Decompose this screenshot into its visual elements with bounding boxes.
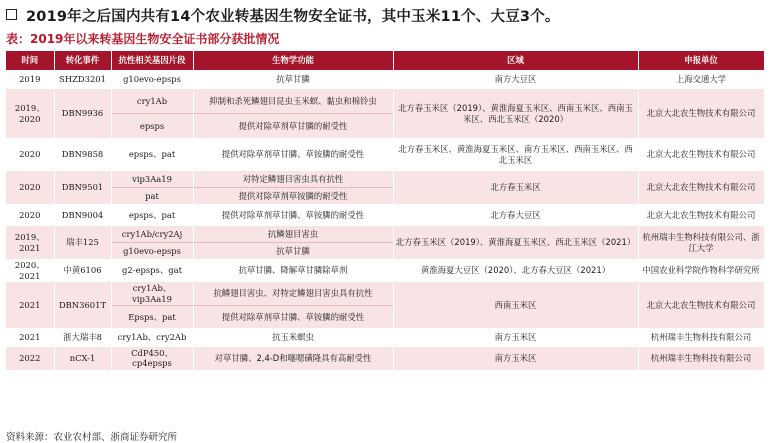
time-cell: 2021 (6, 282, 54, 328)
event-cell: DBN9936 (54, 89, 111, 138)
column-header: 抗性相关基因片段 (111, 51, 193, 70)
gene-cell: epsps (111, 114, 193, 139)
function-cell: 抗鳞翅目害虫、对特定鳞翅目害虫具有抗性 (193, 282, 393, 306)
gene-cell: cry1Ab/cry2Aj (111, 226, 193, 243)
region-cell: 北方春玉米区、黄淮海夏玉米区、南方玉米区、西南玉米区、西北玉米区 (393, 138, 638, 171)
time-cell: 2020 (6, 171, 54, 204)
event-cell: 浙大瑞丰8 (54, 328, 111, 347)
applicant-cell: 北京大北农生物技术有限公司 (638, 138, 764, 171)
applicant-cell: 中国农业科学院作物科学研究所 (638, 259, 764, 282)
certificate-table (6, 51, 765, 370)
function-cell: 对草甘膦、2,4-D和噻嗯磺隆具有高耐受性 (193, 347, 393, 370)
region-cell: 黄淮海夏大豆区（2020）、北方春大豆区（2021） (393, 259, 638, 282)
applicant-cell: 北京大北农生物技术有限公司 (638, 204, 764, 226)
applicant-cell: 北京大北农生物技术有限公司 (638, 171, 764, 204)
event-cell: 中黄6106 (54, 259, 111, 282)
region-cell: 南方大豆区 (393, 70, 638, 89)
time-cell: 2022 (6, 347, 54, 370)
region-cell: 西南玉米区 (393, 282, 638, 328)
gene-cell: g10evo-epsps (111, 70, 193, 89)
headline (6, 5, 560, 26)
event-cell: DBN9501 (54, 171, 111, 204)
table-row (6, 204, 764, 226)
function-cell: 抗玉米螟虫 (193, 328, 393, 347)
column-header: 转化事件 (54, 51, 111, 70)
event-cell: DBN9004 (54, 204, 111, 226)
gene-cell: g10evo-epsps (111, 243, 193, 260)
gene-cell: epsps、pat (111, 204, 193, 226)
headline-text: 2019年之后国内共有14个农业转基因生物安全证书，其中玉米11个、大豆3个。 (26, 9, 560, 25)
region-cell: 南方玉米区 (393, 347, 638, 370)
table-row (6, 70, 764, 89)
applicant-cell: 上海交通大学 (638, 70, 764, 89)
table-row (6, 328, 764, 347)
checkbox-square-icon (6, 9, 17, 20)
function-cell: 提供对除草剂草甘膦、草铵膦的耐受性 (193, 138, 393, 171)
table-row (6, 259, 764, 282)
function-cell: 抑制和杀死鳞翅目昆虫玉米螟、黏虫和棉铃虫 (193, 89, 393, 114)
function-cell: 抗草甘膦 (193, 243, 393, 260)
time-cell: 2020 (6, 138, 54, 171)
applicant-cell: 杭州瑞丰生物科技有限公司 (638, 347, 764, 370)
gene-cell: pat (111, 188, 193, 205)
table-row (6, 171, 764, 188)
gene-cell: cry1Ab (111, 89, 193, 114)
gene-cell: CdP450、cp4epsps (111, 347, 193, 370)
time-cell: 2021 (6, 328, 54, 347)
source-note: 资料来源：农业农村部、浙商证券研究所 (6, 432, 178, 443)
table-header-row (6, 51, 764, 70)
event-cell: nCX-1 (54, 347, 111, 370)
event-cell: 瑞丰125 (54, 226, 111, 259)
region-cell: 北方春玉米区 (393, 171, 638, 204)
time-cell: 2019 (6, 70, 54, 89)
time-cell: 2020 (6, 204, 54, 226)
table-row (6, 347, 764, 370)
gene-cell: cry1Ab、vip3Aa19 (111, 282, 193, 306)
function-cell: 提供对除草剂草甘膦、草铵膦的耐受性 (193, 204, 393, 226)
event-cell: DBN9858 (54, 138, 111, 171)
column-header: 申报单位 (638, 51, 764, 70)
region-cell: 北方春大豆区 (393, 204, 638, 226)
table-row (6, 89, 764, 114)
region-cell: 北方春玉米区（2019）、黄淮海夏玉米区、西南玉米区、西南玉米区、西北玉米区（2020） (393, 89, 638, 138)
function-cell: 抗鳞翅目害虫 (193, 226, 393, 243)
function-cell: 提供对除草剂草甘膦、草铵膦的耐受性 (193, 306, 393, 328)
table-caption: 表：2019年以来转基因生物安全证书部分获批情况 (6, 32, 280, 46)
table-row (6, 138, 764, 171)
function-cell: 提供对除草剂草铵膦的耐受性 (193, 188, 393, 205)
applicant-cell: 北京大北农生物技术有限公司 (638, 89, 764, 138)
applicant-cell: 北京大北农生物技术有限公司 (638, 282, 764, 328)
column-header: 区域 (393, 51, 638, 70)
column-header: 生物学功能 (193, 51, 393, 70)
time-cell: 2019、2020 (6, 89, 54, 138)
applicant-cell: 杭州瑞丰生物科技有限公司 (638, 328, 764, 347)
table-row (6, 282, 764, 306)
time-cell: 2020、2021 (6, 259, 54, 282)
gene-cell: cry1Ab、cry2Ab (111, 328, 193, 347)
time-cell: 2019、2021 (6, 226, 54, 259)
function-cell: 抗草甘膦、降解草甘膦除草剂 (193, 259, 393, 282)
table-row (6, 226, 764, 243)
function-cell: 提供对除草剂草甘膦的耐受性 (193, 114, 393, 139)
event-cell: SHZD3201 (54, 70, 111, 89)
gene-cell: vip3Aa19 (111, 171, 193, 188)
gene-cell: epsps、pat (111, 138, 193, 171)
function-cell: 对特定鳞翅目害虫具有抗性 (193, 171, 393, 188)
gene-cell: g2-epsps、gat (111, 259, 193, 282)
function-cell: 抗草甘膦 (193, 70, 393, 89)
applicant-cell: 杭州瑞丰生物科技有限公司、浙江大学 (638, 226, 764, 259)
region-cell: 北方春玉米区（2019）、黄淮海夏玉米区、西北玉米区（2021） (393, 226, 638, 259)
column-header: 时间 (6, 51, 54, 70)
event-cell: DBN3601T (54, 282, 111, 328)
region-cell: 南方玉米区 (393, 328, 638, 347)
gene-cell: Epsps、pat (111, 306, 193, 328)
